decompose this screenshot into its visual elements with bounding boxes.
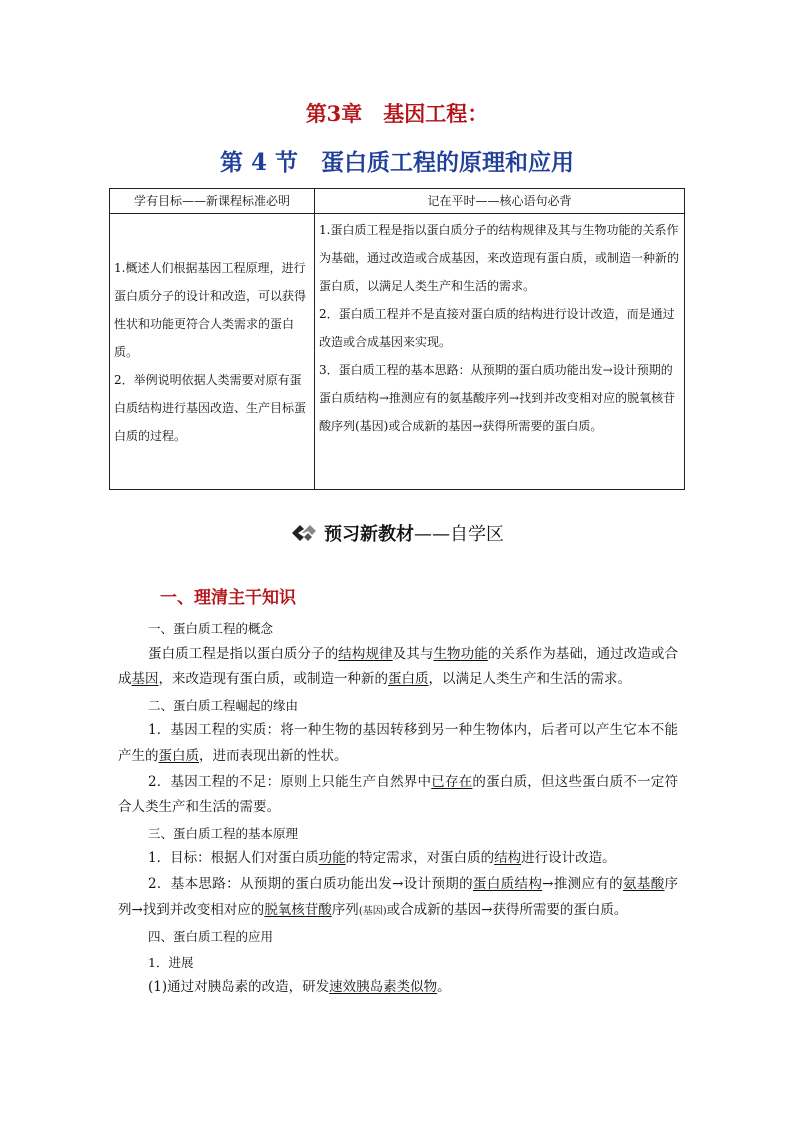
objective-item: 1.概述人们根据基因工程原理，进行蛋白质分子的设计和改造，可以获得性状和功能更符合人类需求的蛋白质。 [114, 260, 307, 359]
heading-origin: 二、蛋白质工程崛起的缘由 [148, 697, 299, 713]
content-body [118, 616, 678, 1001]
right-header: 记在平时——核心语句必背 [315, 189, 685, 214]
chapter-title: 第3章 基因工程： [305, 101, 489, 126]
paragraph-insulin: (1)通过对胰岛素的改造，研发速效胰岛素类似物。 [148, 979, 451, 996]
paragraph-origin-1: 1．基因工程的实质：将一种生物的基因转移到另一种生物体内，后者可以产生它本不能产生的蛋白质，进而表现出新的性状。 [118, 722, 678, 764]
left-header: 学有目标——新课程标准必明 [110, 189, 315, 214]
objectives-cell [110, 214, 315, 490]
subheading-progress: 1．进展 [148, 954, 194, 970]
key-sentence: 1.蛋白质工程是指以蛋白质分子的结构规律及其与生物功能的关系作为基础，通过改造或合成基因，来改造现有蛋白质，或制造一种新的蛋白质，以满足人类生产和生活的需求。 [319, 223, 680, 293]
banner-rest: ——自学区 [414, 524, 504, 545]
logo-icon [290, 522, 318, 544]
objective-item: 2．举例说明依据人类需要对原有蛋白质结构进行基因改造、生产目标蛋白质的过程。 [114, 372, 307, 443]
key-sentence: 3．蛋白质工程的基本思路：从预期的蛋白质功能出发→设计预期的蛋白质结构→推测应有的氨基酸序列→找到并改变相对应的脱氧核苷酸序列(基因)或合成新的基因→获得所需要的蛋白质。 [319, 363, 676, 433]
paragraph-principle-2: 2．基本思路：从预期的蛋白质功能出发→设计预期的蛋白质结构→推测应有的氨基酸序列→找到并改变相对应的脱氧核苷酸序列(基因)或合成新的基因→获得所需要的蛋白质。 [118, 875, 679, 918]
paragraph-origin-2: 2．基因工程的不足：原则上只能生产自然界中已存在的蛋白质，但这些蛋白质不一定符合人类生产和生活的需要。 [118, 773, 679, 816]
banner-bold: 预习新教材 [324, 524, 414, 545]
preview-banner [0, 520, 794, 546]
paragraph-principle-1: 1．目标：根据人们对蛋白质功能的特定需求，对蛋白质的结构进行设计改造。 [148, 850, 616, 867]
section-one-title: 一、理清主干知识 [160, 588, 296, 608]
section-title: 第 4 节 蛋白质工程的原理和应用 [219, 149, 575, 176]
heading-principle: 三、蛋白质工程的基本原理 [148, 825, 299, 841]
paragraph-concept: 蛋白质工程是指以蛋白质分子的结构规律及其与生物功能的关系作为基础，通过改造或合成基因，来改造现有蛋白质，或制造一种新的蛋白质，以满足人类生产和生活的需求。 [118, 645, 679, 688]
heading-concept: 一、蛋白质工程的概念 [148, 621, 274, 636]
objectives-table [109, 188, 685, 490]
key-sentence: 2．蛋白质工程并不是直接对蛋白质的结构进行设计改造，而是通过改造或合成基因来实现。 [319, 307, 675, 349]
heading-application: 四、蛋白质工程的应用 [148, 929, 274, 945]
key-sentences-cell [315, 214, 685, 490]
